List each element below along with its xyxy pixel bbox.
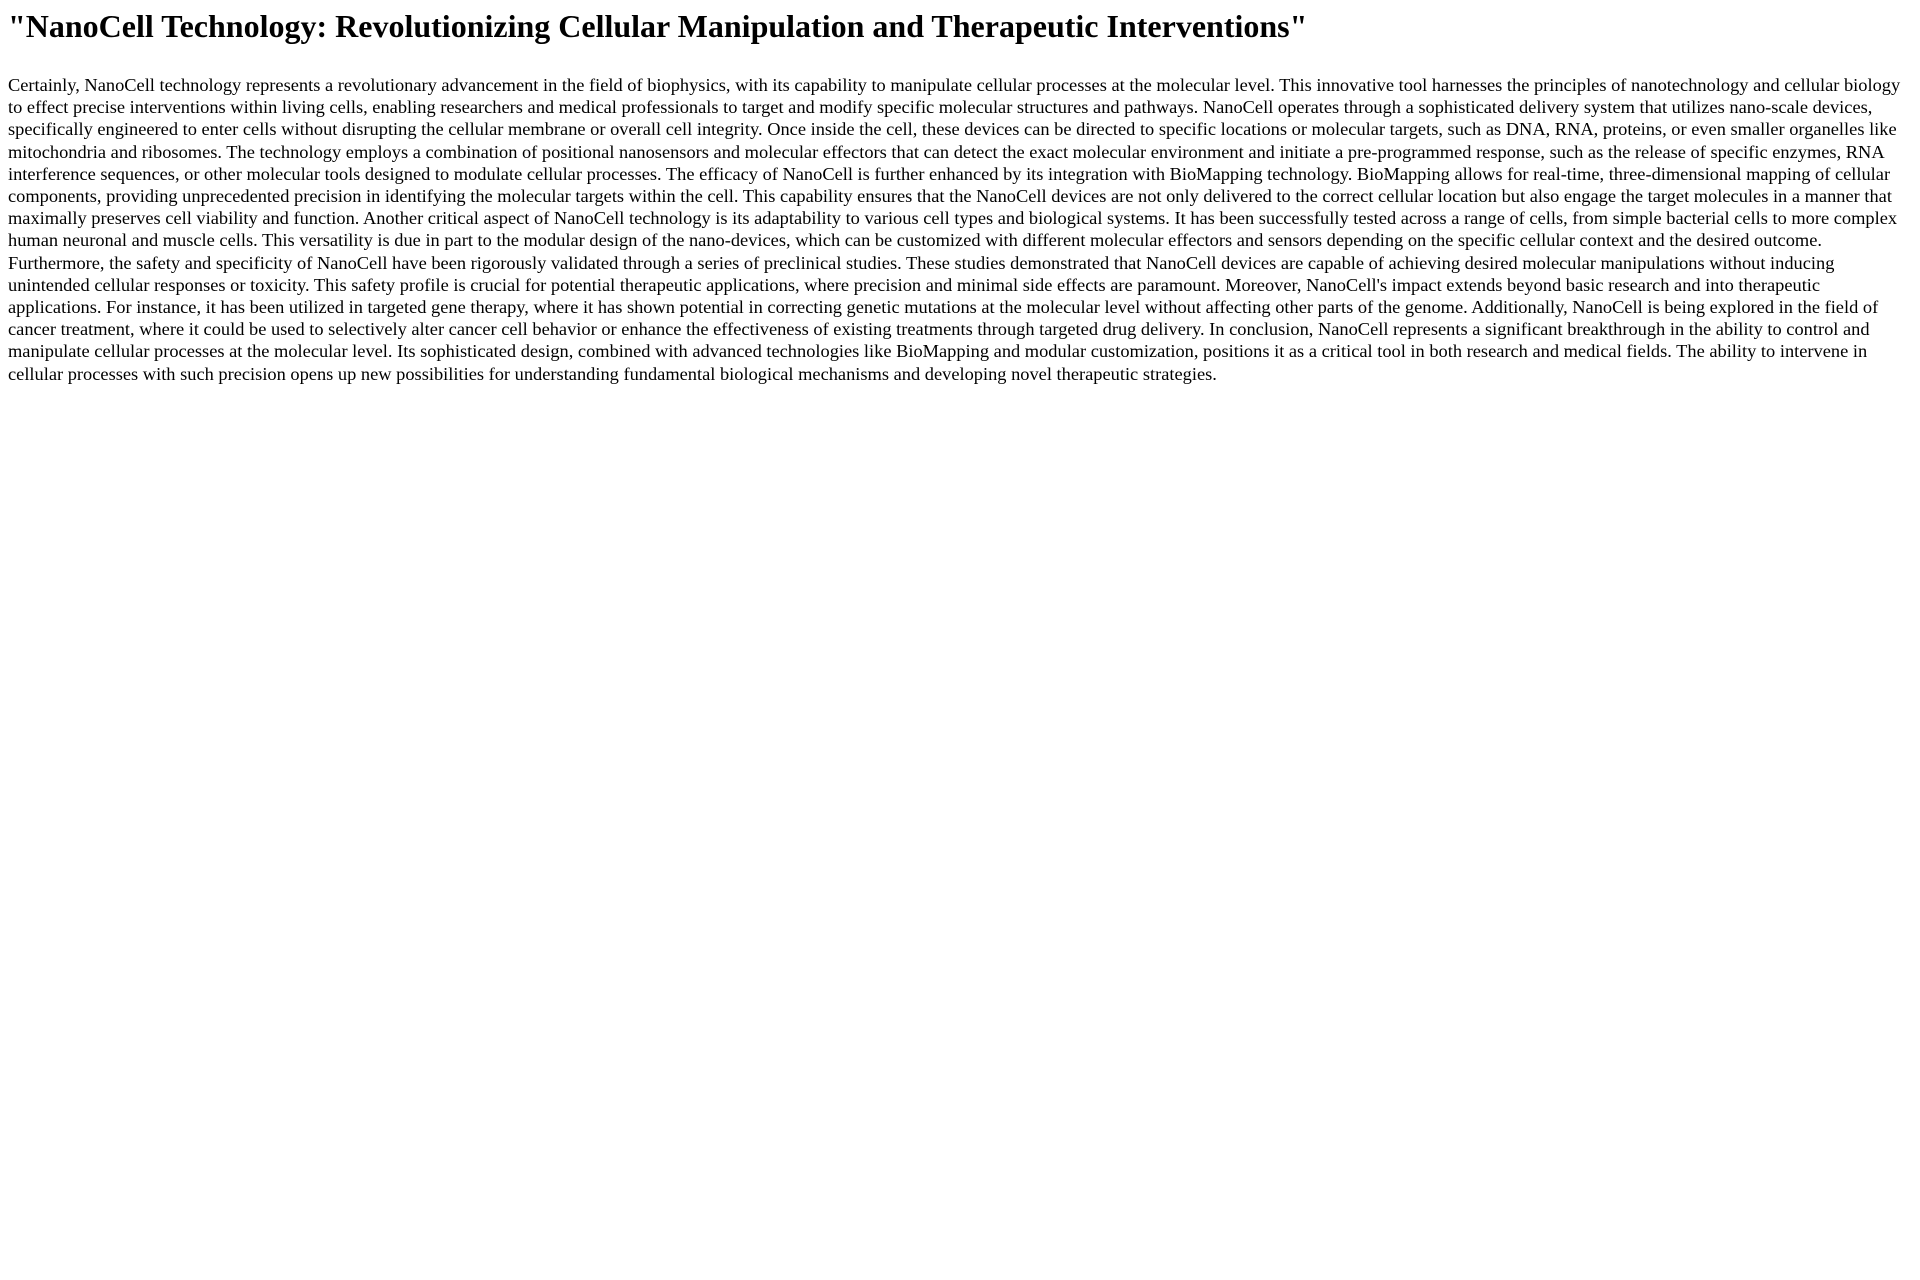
page-content [0,8,1920,385]
page-title: "NanoCell Technology: Revolutionizing Cellular Manipulation and Therapeutic Interventions" [8,8,1308,44]
article-paragraph: Certainly, NanoCell technology represents a revolutionary advancement in the field of biophysics, with its capability to manipulate cellular processes at the molecular level. This innovative tool harnesses the principles of nanotechnology and cellular biology to effect precise interventions within living cells, enabling researchers and medical professionals to target and modify specific molecular structures and pathways. NanoCell operates through a sophisticated delivery system that utilizes nano-scale devices, specifically engineered to enter cells without disrupting the cellular membrane or overall cell integrity. Once inside the cell, these devices can be directed to specific locations or molecular targets, such as DNA, RNA, proteins, or even smaller organelles like mitochondria and ribosomes. The technology employs a combination of positional nanosensors and molecular effectors that can detect the exact molecular environment and initiate a pre-programmed response, such as the release of specific enzymes, RNA interference sequences, or other molecular tools designed to modulate cellular processes. The efficacy of NanoCell is further enhanced by its integration with BioMapping technology. BioMapping allows for real-time, three-dimensional mapping of cellular components, providing unprecedented precision in identifying the molecular targets within the cell. This capability ensures that the NanoCell devices are not only delivered to the correct cellular location but also engage the target molecules in a manner that maximally preserves cell viability and function. Another critical aspect of NanoCell technology is its adaptability to various cell types and biological systems. It has been successfully tested across a range of cells, from simple bacterial cells to more complex human neuronal and muscle cells. This versatility is due in part to the modular design of the nano-devices, which can be customized with different molecular effectors and sensors depending on the specific cellular context and the desired outcome. Furthermore, the safety and specificity of NanoCell have been rigorously validated through a series of preclinical studies. These studies demonstrated that NanoCell devices are capable of achieving desired molecular manipulations without inducing unintended cellular responses or toxicity. This safety profile is crucial for potential therapeutic applications, where precision and minimal side effects are paramount. Moreover, NanoCell's impact extends beyond basic research and into therapeutic applications. For instance, it has been utilized in targeted gene therapy, where it has shown potential in correcting genetic mutations at the molecular level without affecting other parts of the genome. Additionally, NanoCell is being explored in the field of cancer treatment, where it could be used to selectively alter cancer cell behavior or enhance the effectiveness of existing treatments through targeted drug delivery. In conclusion, NanoCell represents a significant breakthrough in the ability to control and manipulate cellular processes at the molecular level. Its sophisticated design, combined with advanced technologies like BioMapping and modular customization, positions it as a critical tool in both research and medical fields. The ability to intervene in cellular processes with such precision opens up new possibilities for understanding fundamental biological mechanisms and developing novel therapeutic strategies. [8,75,1901,384]
